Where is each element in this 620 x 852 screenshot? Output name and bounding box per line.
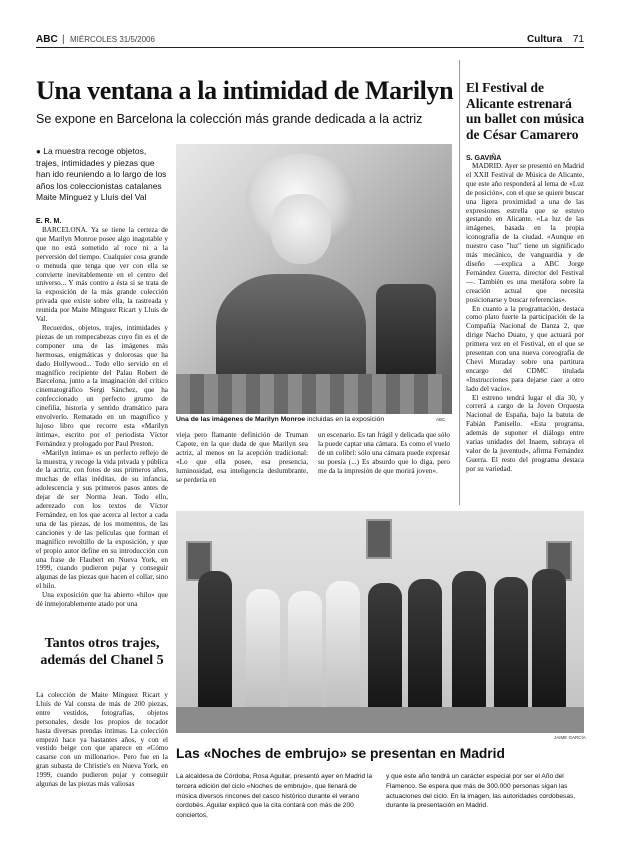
photo-caption-bold: Una de las imágenes de Marilyn Monroe bbox=[176, 416, 306, 423]
article-column-2: vieja pero flamante definición de Truman Capote, en la que duda de que Marilyn sea actriz, al menos en la acepción tradicional: «Lo que ella posee, esa presencia, luminosidad, esa inteligencia deslumbrante, se perdería en bbox=[176, 431, 308, 484]
photo-window bbox=[366, 519, 392, 559]
event-photo bbox=[176, 511, 584, 733]
photo-person bbox=[246, 589, 280, 711]
photo-person bbox=[452, 571, 486, 711]
photo-caption-rest: incluidas en la exposición bbox=[305, 416, 385, 423]
photo-person bbox=[368, 583, 402, 711]
article-column-3: un escenario. Es tan frágil y delicada que sólo la puede captar una cámara. Es como el vuelo de un colibrí: sólo una cámara puede expresar su poesía (...) Es absurdo que lo diga, pero me da la impresión de que morirá joven». bbox=[318, 431, 450, 475]
header-separator: | bbox=[62, 34, 65, 45]
event-headline: Las «Noches de embrujo» se presentan en Madrid bbox=[176, 746, 505, 761]
sidebar-paragraph: En cuanto a la programación, destaca como plato fuerte la participación de la Compañía Nacional de Danza 2, que dirige Nacho Duato, y que actuará por primera vez en el Festival, en el que se presentan con una nueva coreografía de Chevi Muraday sobre una partitura encargo del CDMC titulada «Instrucciones para dejarse caer a otro lado del vacío». bbox=[466, 304, 584, 393]
box-text: La colección de Maite Mínguez Ricart y Lluís de Val consta de más de 200 piezas, entre vestidos, fotografías, objetos personales, desde los propios de tocador hasta diversas prendas íntimas. La colección empezó hace ya bastantes años, y con el vestido beige con que aparece en «Cómo casarse con un millonario». Pero fue en la gran subasta de Christie's en Nueva York, en 1999, cuando pudieron pujar y conseguir algunas de las piezas más valiosas bbox=[36, 691, 168, 789]
bullet-icon: ● bbox=[36, 147, 41, 156]
section-name: Cultura bbox=[527, 34, 562, 45]
article-column-1 bbox=[36, 226, 168, 626]
article-paragraph: «Marilyn íntima» es un perfecto reflejo de la muestra, y recoge la vida privada y pública de la actriz, con fotos de sus primeros años, muchas de ellas inéditas, de su infancia, adolescencia y sus primeros pasos antes de dejar de ser Norma Jean. Todo ello, aderezado con los textos de Víctor Fernández, en los que acerca al lector a cada una de las piezas, de los momentos, de las canciones y de las películas que forman el magnífico revoltillo de la exposición, y que el propio autor define en su introducción con una frase de Flaubert en Nueva York, en 1999, cuando pudieron pujar y conseguir algunas de las piezas que hacen el collar, sino el hilo. bbox=[36, 448, 168, 591]
box-headline: Tantos otros trajes, además del Chanel 5 bbox=[40, 636, 164, 668]
photo-bag-shape bbox=[376, 284, 436, 384]
photo-credit: ABC bbox=[436, 417, 446, 422]
photo-person bbox=[494, 577, 528, 711]
main-headline: Una ventana a la intimidad de Marilyn bbox=[36, 76, 454, 105]
page-header bbox=[36, 34, 584, 46]
masthead-brand: ABC bbox=[36, 34, 58, 45]
photo-person bbox=[326, 581, 360, 711]
sidebar-paragraph: El estreno tendrá lugar el día 30, y correrá a cargo de la Joven Orquesta Nacional de España, bajo la batuta de Fabián Panisello. «Esta programa, además de suponer el diálogo entre varias unidades del Inaem, subraya el valor de la juventud», afirma Fernández Guerra. El resto del programa destaca por su variedad. bbox=[466, 393, 584, 473]
event-caption-right: y que este año tendrá un carácter especial por ser el Año del Flamenco. Se espera que más de 300.000 personas sigan las actuaciones del ciclo. En la imagen, las autoridades cordobesas, durante la presentación en Madrid. bbox=[386, 773, 576, 810]
photo-person bbox=[198, 571, 232, 711]
sidebar-headline: El Festival de Alicante estrenará un ballet con música de César Camarero bbox=[466, 80, 585, 142]
article-paragraph: Una exposición que ha abierto «hilo» que dé inmejorablemente atado por una bbox=[36, 591, 168, 609]
article-paragraph: Recuerdos, objetos, trajes, intimidades y piezas de un rompecabezas cuyo fin es el de componer una de las imágenes más hermosas, enigmáticas y dolorosas que ha dado Hollywood... Todo ello servido en el magnífico recipiente del Palau Robert de Barcelona, junto a la imaginación del crítico cinematográfico Sergi Sánchez, que ha confeccionado un perfecto grumo de cinefilia, historia y sentido dramático para envolverlo. Rematado en un magnífico y lujoso libro que recorre esta «Marilyn íntima», escrito por el periodista Víctor Fernández y prologado por Paul Preston. bbox=[36, 323, 168, 448]
sidebar-byline: S. GAVIÑA bbox=[466, 155, 502, 162]
article-paragraph: BARCELONA. Ya se tiene la certeza de que Marilyn Monroe posee algo inagotable y que no está sometido al roce ni a la perversión del tiempo. Cualquier cosa grande o menuda que tenga que ver con ella se convierte inevitablemente en el centro del universo... Y más contro a ésta si se trata de la exposición de la más grande colección privada que existe sobre ella, la rastreada y reunida por Maite Mínguez Ricart y Lluís de Val. bbox=[36, 226, 168, 324]
event-caption-left: La alcaldesa de Córdoba, Rosa Aguilar, presentó ayer en Madrid la tercera edición del ciclo «Noches de embrujo», que llenará de música diversos rincones del casco histórico durante el verano cordobés. Aguilar explicó que la cita contará con más de 200 conciertos, bbox=[176, 773, 373, 820]
photo-person bbox=[288, 591, 322, 711]
sidebar-paragraph: MADRID. Ayer se presentó en Madrid el XXII Festival de Música de Alicante, que este año responderá al lema de «Luz de posición», con el que se quiere buscar una ligera proximidad a una de las expresiones estrella que se estuvo gestando en Alicante. «La luz de las imágenes, basada en la propia iconografía de la ciudad. «Aunque en nuestro caso "luz" tiene un significado más mecánico, de vanguardia y de diseño —explica a ABC Jorge Fernández Guerra, director del Festival—. También es una metáfora sobre la creación actual que necesita posicionarse y buscar referencias». bbox=[466, 162, 584, 304]
main-subheadline: Se expone en Barcelona la colección más grande dedicada a la actriz bbox=[36, 112, 423, 126]
column-divider bbox=[459, 60, 460, 505]
photo-face-shape bbox=[271, 194, 331, 264]
sidebar-article bbox=[466, 162, 584, 502]
photo-floor bbox=[176, 707, 584, 733]
photo-caption bbox=[176, 416, 452, 423]
photo-ground-shape bbox=[176, 374, 452, 414]
article-byline: E. R. M. bbox=[36, 218, 62, 225]
event-photo-credit: JAIME GARCÍA bbox=[554, 735, 586, 740]
lead-paragraph bbox=[36, 146, 168, 204]
lead-text: La muestra recoge objetos, trajes, intimidades y piezas que han ido reuniendo a lo largo de los años los coleccionistas catalanes Maite Mínguez y Lluís del Val bbox=[36, 146, 167, 202]
marilyn-photo bbox=[176, 144, 452, 414]
photo-person bbox=[408, 579, 442, 711]
page-number: 71 bbox=[572, 34, 584, 45]
photo-person bbox=[532, 569, 566, 711]
article-columns-2-3 bbox=[176, 431, 452, 511]
event-caption bbox=[176, 772, 584, 821]
header-date: MIÉRCOLES 31/5/2006 bbox=[70, 35, 155, 44]
header-rule bbox=[36, 47, 584, 48]
